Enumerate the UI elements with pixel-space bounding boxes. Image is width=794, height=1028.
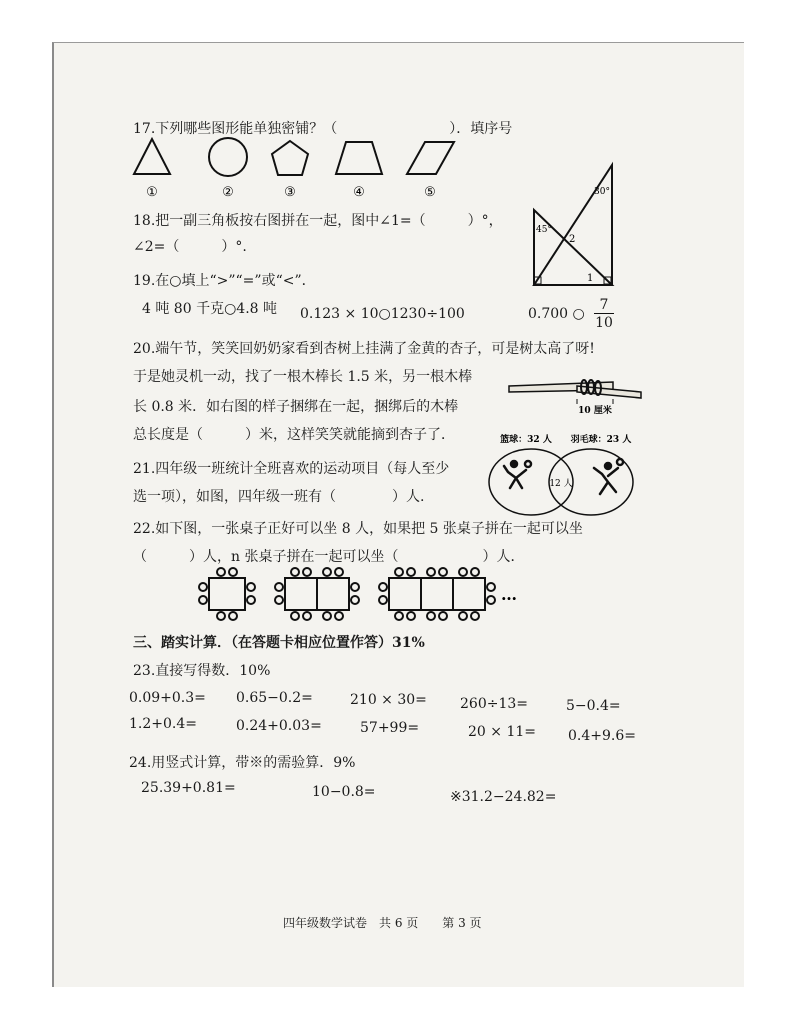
label-1: ①	[146, 185, 158, 200]
triangle-shape	[134, 139, 170, 174]
q23-r2-c1: 1.2+0.4=	[129, 716, 197, 732]
trapezoid-shape	[336, 142, 382, 174]
q23-r1-c1: 0.09+0.3=	[129, 690, 206, 706]
angle-30: 30°	[594, 187, 610, 197]
q24-item2: 10−0.8=	[312, 784, 376, 800]
q19-item1: 4 吨 80 千克○4.8 吨	[142, 301, 278, 317]
one-table	[199, 568, 255, 620]
q23-r2-c2: 0.24+0.03=	[236, 718, 322, 734]
sticks-figure	[505, 372, 645, 418]
fraction-denominator: 10	[595, 315, 613, 331]
label-4: ④	[353, 185, 365, 200]
stick-overlap-label: 10 厘米	[578, 406, 612, 416]
parallelogram-shape	[407, 142, 454, 174]
q21-line1: 21.四年级一班统计全班喜欢的运动项目（每人至少	[133, 461, 450, 477]
q24-item1: 25.39+0.81=	[141, 780, 236, 796]
venn-diagram	[486, 430, 638, 520]
q19-fraction	[594, 297, 614, 332]
q21-line2: 选一项），如图，四年级一班有（ ）人.	[133, 489, 425, 505]
label-3: ③	[284, 185, 296, 200]
q23-r2-c5: 0.4+9.6=	[568, 728, 636, 744]
angle-1-label: 1	[587, 273, 594, 284]
triangle-set-figure	[524, 160, 624, 290]
q19-line1: 19.在○填上“>”“=”或“<”．	[133, 273, 316, 289]
basketball-label: 篮球：32 人	[500, 435, 552, 445]
q18-line2: ∠2=（ ）°.	[133, 239, 247, 255]
badminton-label: 羽毛球：23 人	[570, 435, 632, 445]
q23-r1-c5: 5−0.4=	[566, 698, 621, 714]
q24-title: 24.用竖式计算，带※的需验算．9%	[129, 755, 356, 771]
pentagon-shape	[272, 141, 308, 175]
q20-line1: 20.端午节，笑笑回奶奶家看到杏树上挂满了金黄的杏子，可是树太高了呀!	[133, 341, 595, 357]
q23-r2-c4: 20 × 11=	[468, 724, 536, 740]
q23-r1-c2: 0.65−0.2=	[236, 690, 313, 706]
angle-45: 45°	[536, 225, 552, 235]
angle-2-label: 2	[569, 234, 576, 245]
q22-line1: 22.如下图，一张桌子正好可以坐 8 人，如果把 5 张桌子拼在一起可以坐	[133, 521, 583, 537]
section-3-title: 三、踏实计算．（在答题卡相应位置作答）31%	[133, 635, 425, 651]
q23-title: 23.直接写得数．10%	[133, 663, 271, 679]
q19-item2: 0.123 × 10○1230÷100	[300, 306, 465, 322]
tables-figure	[195, 566, 525, 624]
q17-shapes	[130, 134, 470, 204]
q20-line4: 总长度是（ ）米，这样笑笑就能摘到杏子了．	[133, 427, 455, 443]
circle-shape	[209, 138, 247, 176]
q17-text: 17.下列哪些图形能单独密铺？（ ）．填序号	[133, 121, 513, 137]
three-tables	[379, 568, 495, 620]
two-tables	[275, 568, 359, 620]
q23-r1-c3: 210 × 30=	[350, 692, 427, 708]
fraction-numerator: 7	[594, 297, 614, 314]
q20-line3: 长 0.8 米．如右图的样子捆绑在一起，捆绑后的木棒	[133, 399, 459, 415]
continuation-dots: …	[501, 585, 517, 604]
q22-line2: （ ）人，n 张桌子拼在一起可以坐（ ）人．	[133, 549, 525, 565]
basketball-player-icon	[504, 461, 531, 488]
badminton-player-icon	[594, 459, 623, 494]
q19-item3: 0.700 ○	[528, 306, 585, 322]
q24-item3: ※31.2−24.82=	[450, 789, 557, 805]
q18-line1: 18.把一副三角板按右图拼在一起，图中∠1=（ ）°，	[133, 213, 503, 229]
page-footer: 四年级数学试卷 共 6 页 第 3 页	[283, 916, 482, 930]
overlap-label: 12 人	[549, 479, 573, 489]
q23-r2-c3: 57+99=	[360, 720, 420, 736]
label-2: ②	[222, 185, 234, 200]
q20-line2: 于是她灵机一动，找了一根木棒长 1.5 米，另一根木棒	[133, 369, 473, 385]
q23-r1-c4: 260÷13=	[460, 696, 528, 712]
label-5: ⑤	[424, 185, 436, 200]
